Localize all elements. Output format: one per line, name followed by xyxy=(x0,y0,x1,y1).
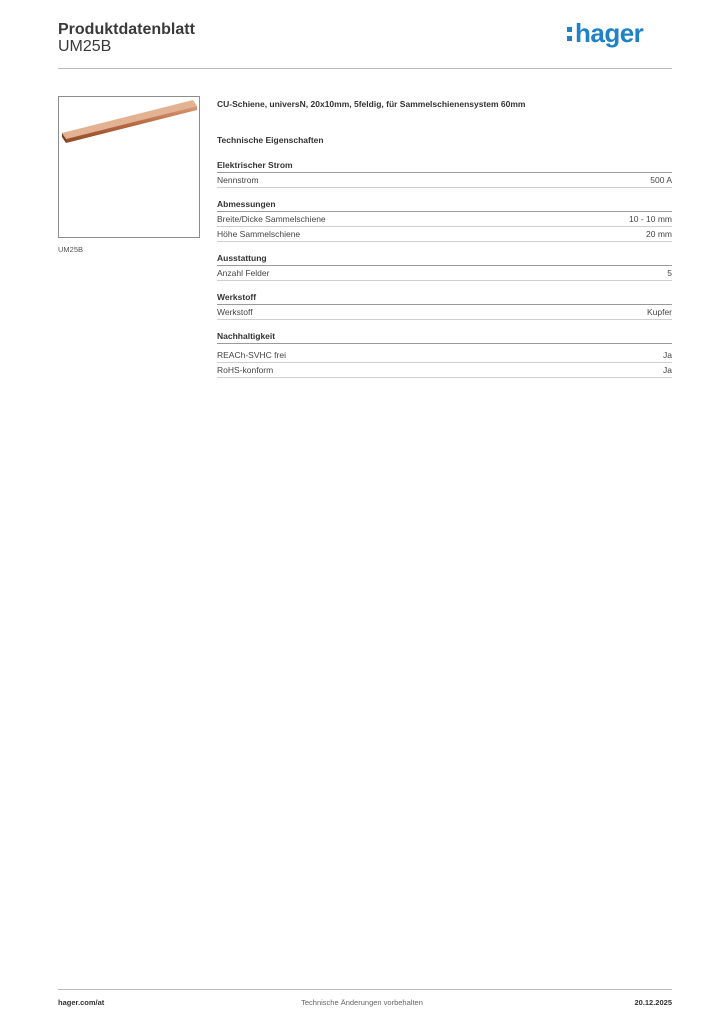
group-title: Werkstoff xyxy=(217,291,672,305)
footer-date: 20.12.2025 xyxy=(634,998,672,1007)
copper-busbar-image xyxy=(59,97,199,237)
property-row xyxy=(217,173,672,188)
page-title: Produktdatenblatt xyxy=(58,21,195,38)
property-label: Werkstoff xyxy=(217,307,253,317)
property-row xyxy=(217,266,672,281)
group-title: Ausstattung xyxy=(217,252,672,266)
property-value: Kupfer xyxy=(646,307,672,317)
group-title: Abmessungen xyxy=(217,198,672,212)
product-image xyxy=(58,96,200,238)
property-value: 10 - 10 mm xyxy=(629,214,672,224)
group-title: Nachhaltigkeit xyxy=(217,330,672,344)
footer-website-link[interactable]: hager.com/at xyxy=(58,998,105,1007)
property-value: 20 mm xyxy=(646,229,672,239)
property-group-abmessungen xyxy=(217,198,672,242)
property-row xyxy=(217,363,672,378)
property-row xyxy=(217,212,672,227)
property-value: Ja xyxy=(663,365,672,375)
header-divider xyxy=(58,68,672,69)
footer-disclaimer: Technische Änderungen vorbehalten xyxy=(301,998,423,1007)
footer-divider xyxy=(58,989,672,990)
property-group-ausstattung xyxy=(217,252,672,281)
property-label: Höhe Sammelschiene xyxy=(217,229,301,239)
property-value: 5 xyxy=(667,268,672,278)
property-value: 500 A xyxy=(650,175,672,185)
property-group-elektrischer-strom xyxy=(217,159,672,188)
property-label: Anzahl Felder xyxy=(217,268,270,278)
product-description: CU-Schiene, universN, 20x10mm, 5feldig, für Sammelschienensystem 60mm xyxy=(217,99,526,109)
logo-dots-icon xyxy=(567,23,573,43)
property-row xyxy=(217,227,672,242)
property-row xyxy=(217,348,672,363)
property-label: RoHS-konform xyxy=(217,365,274,375)
property-label: Breite/Dicke Sammelschiene xyxy=(217,214,326,224)
logo-text: hager xyxy=(575,18,644,48)
section-heading: Technische Eigenschaften xyxy=(217,135,324,145)
property-label: Nennstrom xyxy=(217,175,259,185)
property-label: REACh-SVHC frei xyxy=(217,350,286,360)
image-caption: UM25B xyxy=(58,245,84,254)
hager-logo xyxy=(567,18,643,48)
property-row xyxy=(217,305,672,320)
property-group-werkstoff xyxy=(217,291,672,320)
product-details xyxy=(217,97,672,378)
group-title: Elektrischer Strom xyxy=(217,159,672,173)
property-group-nachhaltigkeit xyxy=(217,330,672,378)
property-value: Ja xyxy=(663,350,672,360)
product-code: UM25B xyxy=(58,38,112,55)
